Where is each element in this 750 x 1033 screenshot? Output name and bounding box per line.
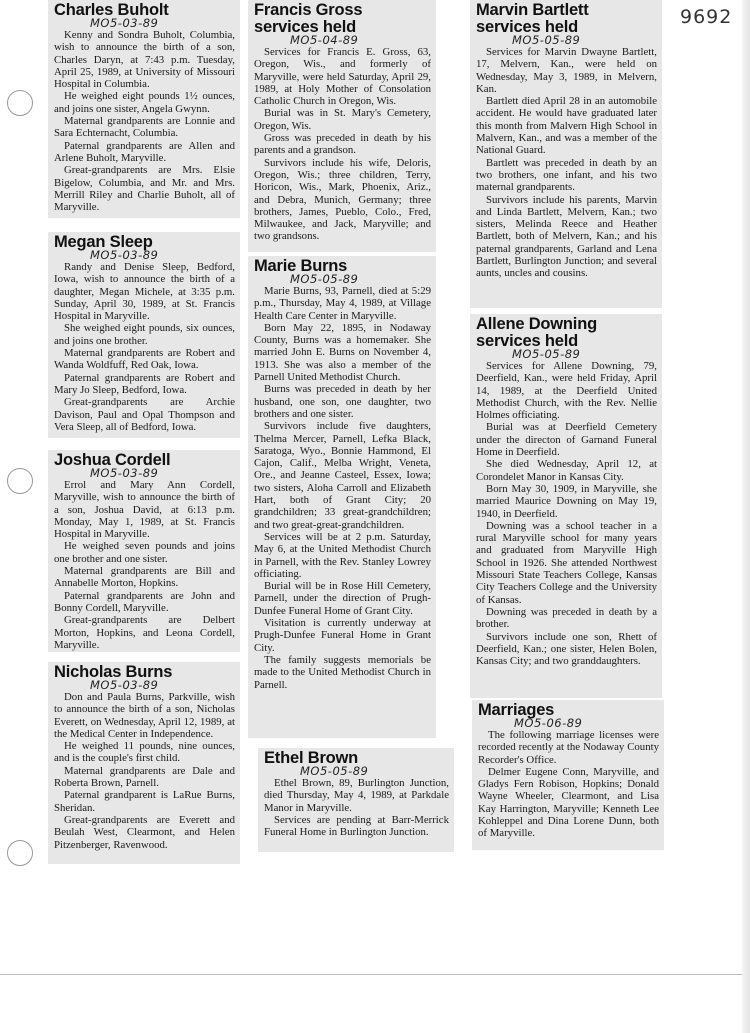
clipping-marvin-bartlett: [470, 0, 662, 308]
clipping-paragraph: Ethel Brown, 89, Burlington Junction, died Thursday, May 4, 1989, at Parkdale Manor in Maryville.: [264, 777, 449, 814]
clipping-paragraph: Paternal grandparents are Allen and Arlene Buholt, Maryville.: [54, 139, 235, 164]
clipping-headline: Megan Sleep: [54, 233, 153, 251]
clipping-headline: Marie Burns: [254, 257, 348, 275]
clipping-paragraph: Kenny and Sondra Buholt, Columbia, wish to announce the birth of a son, Charles Daryn, at 7:43 p.m. Tuesday, April 25, 1989, at University of Missouri Hospital in Columbia.: [54, 29, 235, 91]
clipping-charles-buholt: [48, 0, 240, 218]
clipping-paragraph: Services for Francis E. Gross, 63, Oregon, Wis., and formerly of Maryville, were held Saturday, April 29, 1989, at Holy Mother of Consolation Catholic Church in Oregon, Wis.: [254, 46, 431, 108]
clipping-paragraph: Services will be at 2 p.m. Saturday, May 6, at the United Methodist Church in Parnell, with the Rev. Stanley Lowrey officiating.: [254, 530, 431, 580]
clipping-headline: Francis Gross: [254, 1, 363, 19]
handwritten-date-note: MO5-03-89: [90, 16, 159, 30]
clipping-headline: Charles Buholt: [54, 1, 169, 19]
clipping-paragraph: Maternal grandparents are Bill and Annabelle Morton, Hopkins.: [54, 565, 235, 590]
clipping-paragraph: Paternal grandparents are John and Bonny Cordell, Maryville.: [54, 589, 235, 614]
clipping-headline: services held: [476, 18, 578, 36]
handwritten-date-note: MO5-05-89: [512, 347, 581, 361]
clipping-paragraph: He weighed 11 pounds, nine ounces, and is the couple's first child.: [54, 740, 235, 765]
clipping-paragraph: Marie Burns, 93, Parnell, died at 5:29 p.m., Thursday, May 4, 1989, at Village Health Care Center in Maryville.: [254, 285, 431, 322]
clipping-paragraph: Burial was at Deerfield Cemetery under the directon of Garnand Funeral Home in Deerfield.: [476, 421, 657, 459]
clipping-paragraph: Burns was preceded in death by her husband, one son, one daughter, two brothers and one sister.: [254, 383, 431, 420]
clipping-paragraph: Survivors include his wife, Deloris, Oregon, Wis.; three children, Terry, Horicon, Wis., Mark, Phoenix, Ariz., and Debra, Munich, Germany; three brothers, James, Pueblo, Colo., Fred, Milwaukee, and Jack, Maryville; and two grandsons.: [254, 156, 431, 243]
clipping-headline: Marriages: [478, 701, 555, 719]
clipping-francis-gross: [248, 0, 436, 252]
page-number: 9692: [680, 6, 733, 28]
clipping-paragraph: Delmer Eugene Conn, Maryville, and Gladys Fern Robison, Hopkins; Donald Wayne Wheeler, Clearmont, and Lisa Kay Harrington, Maryville; Kenneth Lee Kohleppel and Dina Lorene Dunn, both of Maryville.: [478, 765, 659, 840]
handwritten-date-note: MO5-05-89: [512, 33, 581, 47]
clipping-paragraph: Paternal grandparents are Robert and Mary Jo Sleep, Bedford, Iowa.: [54, 371, 235, 396]
clipping-paragraph: Maternal grandparents are Lonnie and Sara Echternacht, Columbia.: [54, 115, 235, 140]
clipping-paragraph: She died Wednesday, April 12, at Corondelet Manor in Kansas City.: [476, 458, 657, 483]
clipping-headline: services held: [476, 332, 578, 350]
clipping-paragraph: Great-grandparents are Mrs. Elsie Bigelow, Columbia, and Mr. and Mrs. Merrill Riley and Charlie Buholt, all of Maryville.: [54, 164, 235, 214]
clipping-headline: Ethel Brown: [264, 749, 359, 767]
clipping-marriages: [472, 700, 664, 850]
binder-hole: [7, 468, 33, 494]
clipping-paragraph: Randy and Denise Sleep, Bedford, Iowa, wish to announce the birth of a daughter, Megan Michele, at 3:35 p.m. Sunday, April 30, 1989, at St. Francis Hospital in Maryville.: [54, 261, 235, 323]
clipping-paragraph: Services for Marvin Dwayne Bartlett, 17, Melvern, Kan., were held on Wednesday, May 3, 1989, in Melvern, Kan.: [476, 46, 657, 95]
clipping-ethel-brown: [258, 748, 454, 852]
clipping-marie-burns: [248, 256, 436, 738]
clipping-paragraph: Born May 22, 1895, in Nodaway County, Burns was a homemaker. She married John E. Burns on November 4, 1913. She was also a member of the Parnell United Methodist Church.: [254, 321, 431, 384]
clipping-paragraph: Errol and Mary Ann Cordell, Maryville, wish to announce the birth of a son, Joshua David, at 6:13 p.m. Monday, May 1, 1989, at St. Francis Hospital in Maryville.: [54, 479, 235, 541]
clipping-paragraph: The family suggests memorials be made to the United Methodist Church in Parnell.: [254, 653, 431, 691]
handwritten-date-note: MO5-05-89: [300, 764, 369, 778]
clipping-megan-sleep: [48, 232, 240, 438]
clipping-paragraph: He weighed seven pounds and joins one brother and one sister.: [54, 540, 235, 565]
clipping-paragraph: Great-grandparents are Delbert Morton, Hopkins, and Leona Cordell, Maryville.: [54, 614, 235, 651]
clipping-headline: Joshua Cordell: [54, 451, 171, 469]
clipping-paragraph: She weighed eight pounds, six ounces, and joins one brother.: [54, 322, 235, 347]
clipping-paragraph: Survivors include five daughters, Thelma Mercer, Parnell, Lefka Black, Saratoga, Wyo., Bonnie Hammond, El Cajon, Calif., Melba Wright, Veneta, Ore., and Jeanne Casteel, Essex, Iowa; two sisters, Aloha Carroll and Elizabeth Hart, both of Grant City; 20 grandchildren; 33 great-grandchildren; and two great-great-grandchildren.: [254, 420, 431, 531]
clipping-headline: services held: [254, 18, 356, 36]
handwritten-date-note: MO5-04-89: [290, 33, 359, 47]
clipping-paragraph: Visitation is currently underway at Prugh-Dunfee Funeral Home in Grant City.: [254, 617, 431, 654]
handwritten-date-note: MO5-06-89: [514, 716, 583, 730]
clipping-paragraph: Great-grandparents are Archie Davison, Paul and Opal Thompson and Vera Sleep, all of Bedford, Iowa.: [54, 396, 235, 433]
clipping-paragraph: Burial will be in Rose Hill Cemetery, Parnell, under the direction of Prugh-Dunfee Funeral Home of Grant City.: [254, 580, 431, 617]
clipping-joshua-cordell: [48, 450, 240, 652]
scan-edge: [742, 0, 750, 1033]
clipping-nicholas-burns: [48, 662, 240, 864]
clipping-headline: Nicholas Burns: [54, 663, 173, 681]
clipping-headline: Allene Downing: [476, 315, 597, 333]
clipping-paragraph: Paternal grandparent is LaRue Burns, Sheridan.: [54, 789, 235, 814]
clipping-paragraph: The following marriage licenses were recorded recently at the Nodaway County Recorder's Office.: [478, 729, 659, 766]
clipping-paragraph: Bartlett was preceded in death by an two brothers, one infant, and his two maternal grandparents.: [476, 156, 657, 194]
clipping-paragraph: Services for Allene Downing, 79, Deerfield, Kan., were held Friday, April 14, 1989, at the Deerfield United Methodist Church, with the Rev. Nellie Holmes officiating.: [476, 360, 657, 422]
binder-hole: [7, 840, 33, 866]
clipping-paragraph: Maternal grandparents are Dale and Roberta Brown, Parnell.: [54, 764, 235, 790]
clipping-paragraph: Gross was preceded in death by his parents and a grandson.: [254, 132, 431, 157]
clipping-headline: Marvin Bartlett: [476, 1, 589, 19]
clipping-paragraph: Don and Paula Burns, Parkville, wish to announce the birth of a son, Nicholas Everett, on Wednesday, April 12, 1989, at the Medical Center in Independence.: [54, 691, 235, 740]
clipping-paragraph: Downing was a school teacher in a rural Maryville school for many years and graduated from Maryville High School in 1926. She attended Northwest Missouri State Teachers College, Kansas City Teachers College and the University of Kansas.: [476, 519, 657, 606]
handwritten-date-note: MO5-03-89: [90, 466, 159, 480]
handwritten-date-note: MO5-05-89: [290, 272, 359, 286]
clipping-paragraph: Bartlett died April 28 in an automobile accident. He would have graduated later this month from Malvern High School in Malvern, Kan., and was a member of the National Guard.: [476, 95, 657, 157]
fold-line: [0, 974, 750, 975]
clipping-paragraph: Great-grandparents are Everett and Beulah West, Clearmont, and Helen Pitzenberger, Ravenwood.: [54, 813, 235, 851]
clipping-paragraph: Survivors include his parents, Marvin and Linda Bartlett, Melvern, Kan.; two sisters, Melinda Reece and Heather Bartlett, both of Melvern, Kan.; and his paternal grandparents, Garland and Lena Bartlett, Burlington Junction; and several aunts, uncles and cousins.: [476, 193, 657, 280]
clipping-allene-downing: [470, 314, 662, 698]
handwritten-date-note: MO5-03-89: [90, 678, 159, 692]
binder-hole: [7, 90, 33, 116]
clipping-paragraph: Burial was in St. Mary's Cemetery, Oregon, Wis.: [254, 107, 431, 132]
clipping-paragraph: Downing was preceded in death by a brother.: [476, 605, 657, 631]
clipping-paragraph: Services are pending at Barr-Merrick Funeral Home in Burlington Junction.: [264, 813, 449, 839]
handwritten-date-note: MO5-03-89: [90, 248, 159, 262]
clipping-paragraph: He weighed eight pounds 1½ ounces, and joins one sister, Angela Gwynn.: [54, 90, 235, 115]
clipping-paragraph: Survivors include one son, Rhett of Deerfield, Kan.; one sister, Helen Bolen, Kansas City; and two granddaughters.: [476, 630, 657, 668]
clipping-paragraph: Born May 30, 1909, in Maryville, she married Maurice Downing on May 19, 1940, in Deerfield.: [476, 482, 657, 520]
clipping-paragraph: Maternal grandparents are Robert and Wanda Woldfuff, Red Oak, Iowa.: [54, 347, 235, 372]
